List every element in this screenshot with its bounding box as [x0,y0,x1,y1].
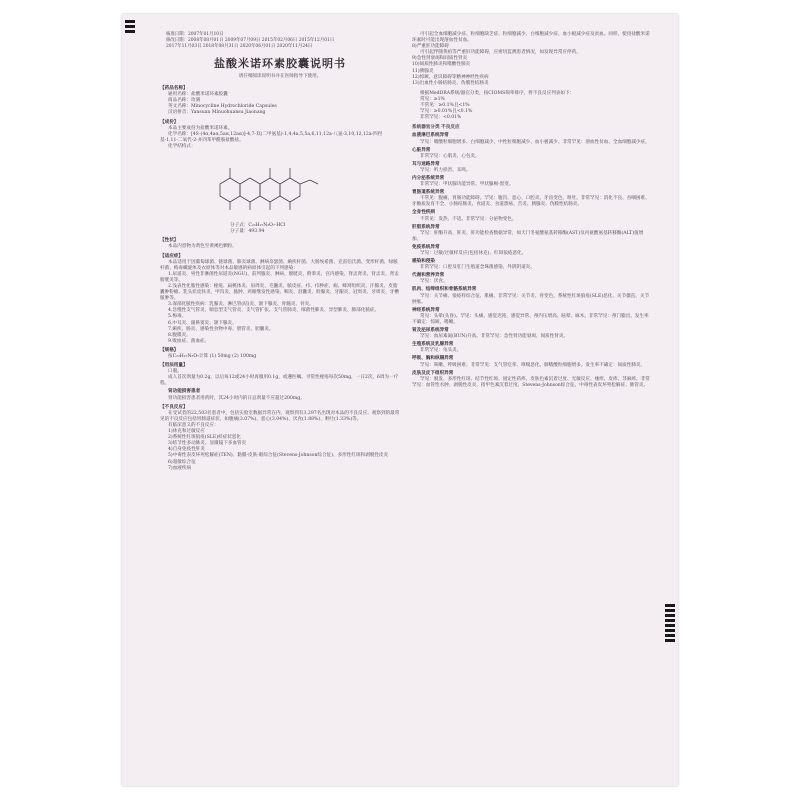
composition-line: 化学名称：[4S-(4α,4aα,5aα,12aα)]-4,7-双(二甲氨基)-1,4,4a,5,5a,6,11,12a-八氢-3,10,12,12a-四羟基-1,11-二氧代-2-并四苯甲酰胺盐酸盐。 [160,131,383,143]
molecular-weight: 分子量：493.94 [230,229,265,235]
system-text: 罕见：血尿素氮(BUN)升高。非常罕见：急性肾功能衰竭、间质性肾炎。 [420,334,569,340]
composition-line: 化学结构式： [168,143,196,149]
frequency-line: 不常见：≥0.1%且<1% [420,103,470,109]
usage-line: 成人首次剂量为0.2g，以后每12或24小时再服用0.1g，或遵医嘱。寻常性痤疮每次50mg，一日2次，6周为一疗程。 [160,375,399,387]
indication-line: 8.腹膜炎。 [168,332,191,338]
system-name: 免疫系统异常 [412,244,440,250]
section-indication-heading: 【适应症】 [160,253,183,259]
system-text: 罕见：听力损害、耳鸣。 [420,167,471,173]
indication-line: 7.痢疾、肠炎、感染性食物中毒、胆管炎、胆囊炎。 [168,326,274,332]
adverse-line: 5)中毒性表皮坏死松解症(TEN)、黏膜-皮肤-眼综合征(Stevens-Johnson综合征)、多形性红斑和剥脱性皮炎 [168,453,389,459]
frequency-line: 常见：≥1% [420,96,445,102]
system-text: 罕见：咳嗽、呼吸困难。非常罕见：支气管痉挛、哮喘恶化、肺嗜酸粒细胞增多。发生率不确定：间质性肺炎。 [420,362,646,368]
date-line: 核准日期：2007年01月10日 [166,32,224,37]
date-line: 修改日期：2008年08月01日 2009年07月09日 2015年02月06日 2015年12月01日 [166,38,335,43]
system-text: 罕见：嗜酸粒细胞增多、白细胞减少、中性粒细胞减少、血小板减少。非常罕见：溶血性贫血、全血细胞减少症。 [420,139,650,145]
indication-line: 5.梅毒。 [168,314,187,320]
system-text: 非常罕见：心肌炎、心包炎。 [420,153,480,159]
system-name: 肝胆系统异常 [412,224,440,230]
system-name: 全身性疾病 [412,210,435,216]
composition-line: 本品主要成份为盐酸米诺环素。 [168,125,233,131]
adverse-cont-line: 12)惊厥、意识障碍等精神神经性疾病 [412,74,489,80]
system-text: 罕见：厌食。 [420,279,448,285]
system-text: 常见：头晕(头昏)。罕见：头痛、感觉迟钝、感觉异常、颅内压增高、眩晕、麻木。非常罕见：颅门膨出。发生率不确定：惊厥、嗜睡。 [412,313,649,325]
adverse-line: 3)结节性多动脉炎、显微镜下多血管炎 [168,441,247,447]
adverse-cont-line: 10)间质性肺炎和嗜酸性肺炎 [412,62,471,68]
usage-line: 肾功能损害患者用药时，其24小时内的日总剂量不应超过200mg。 [168,395,305,401]
adverse-line: 有临床意义的不良反应： [168,422,219,428]
system-name: 感染和侵染 [412,259,435,265]
adverse-line: 2)系统性红斑狼疮(SLE)样症状恶化 [168,435,241,441]
adverse-line: 7)血液疾病 [168,465,192,471]
system-text: 罕见：过敏/过敏样反应(包括休克)、红斑狼疮恶化。 [420,251,527,256]
frequency-line: 非常罕见：<0.01% [420,115,462,121]
indication-line: 本品适用于因葡萄球菌、链球菌、肺炎球菌、淋病奈瑟菌、痢疾杆菌、大肠埃希菌、克雷伯氏菌、变形杆菌、绿脓杆菌、梅毒螺旋体及衣原体等对本品敏感的病原体引起的下列感染： [160,259,398,271]
instruction-sheet [122,14,678,786]
name-line: 通用名称：盐酸米诺环素胶囊 [168,92,228,98]
system-text: 非常罕见：口腔及肛门生殖道念珠菌感染、外阴阴道炎。 [420,265,535,271]
adverse-cont-line: 可引起伴随黄疸等严重肝功能障碍，应密切监测患者情况，如发现异常应停药。 [420,50,581,56]
edge-barcode-right [665,604,675,644]
frequency-line: 罕见：≥0.01%且<0.1% [420,109,473,115]
system-name: 皮肤及皮下组织异常 [412,370,454,376]
adverse-cont-line: 8)严重肝功能障碍 [412,44,449,50]
system-name: 代谢和营养异常 [412,273,445,279]
left-column [160,32,400,472]
adverse-line: 6)超敏综合征 [168,459,196,465]
indication-line: 4.急慢性支气管炎、喘息型支气管炎、支气管扩张、支气管肺炎、细菌性肺炎、异型肺炎、肺部化脓症。 [168,308,380,314]
chemical-structure-figure [210,154,330,216]
revision-dates [160,32,400,50]
system-name: 肾及泌尿系统异常 [412,328,449,334]
name-line: 汉语拼音：Yansuan Minuohuansu Jiaonang [168,110,266,116]
adverse-line: 1)休克和过敏反应 [168,429,205,435]
adverse-cont-line: 可引起全血细胞减少症、粒细胞缺乏症、粒细胞减少、白细胞减少症、血小板减少症及贫血。同样，使用盐酸米诺环素时可能出现溶血性贫血。 [412,32,650,44]
document-title: 盐酸米诺环素胶囊说明书 [214,57,346,70]
system-name: 耳与迷路异常 [412,161,440,167]
section-spec-heading: 【规格】 [160,347,179,353]
system-text: 不常见：发热、不适。非常罕见：分泌物变色。 [420,216,517,222]
system-name: 神经系统异常 [412,307,440,313]
spec-text: 按C₂₃H₂₇N₃O₇计算 (1) 50mg (2) 100mg [168,354,257,359]
system-name: 胃肠道系统异常 [412,190,445,196]
reading-note: 请仔细阅读说明书并在医师指导下使用。 [238,74,322,79]
section-name-heading: 【药品名称】 [160,86,188,92]
system-text: 非常罕见：龟头炎。 [420,348,462,354]
indication-line: 1.尿道炎、男性非淋菌性尿道炎(NGU)、前列腺炎、淋病、膀胱炎、附睾炎、宫内感染、肾盂肾炎、肾盂炎、肾盂膀胱炎等。 [160,271,399,283]
indication-line: 9.败血症、菌血症。 [168,338,210,344]
system-table-header: 系统器官分类 不良反应 [412,125,460,131]
section-adverse-heading: 【不良反应】 [160,404,188,410]
usage-subheading: 肾功能损害患者 [168,389,201,395]
adverse-line: 在受试者的22,503名患者中，包括实验室数据异常在内，观察到有3,297名出现对本品的不良反应。观察到的最常见的不良反应包括胃肠道症状，如腹痛(3.07%)、恶心(3.04%)、厌食(1.88%)、呕吐(1.33%)等。 [160,410,400,422]
usage-line: 口服。 [168,369,182,375]
indication-line: 6.中耳炎、副鼻窦炎、颌下腺炎。 [168,320,237,326]
system-name: 心脏异常 [412,147,431,153]
name-line: 商品名称：玫满 [168,98,201,104]
section-character-heading: 【性状】 [160,238,179,244]
system-name: 内分泌系统异常 [412,175,445,181]
section-composition-heading: 【成份】 [160,119,179,125]
system-text: 不常见：腹痛、胃肠功能障碍。罕见：腹泻、恶心、口腔炎、牙齿变色、呕吐。非常罕见：消化不良、吞咽困难、牙釉质发育不全、小肠结肠炎、食道炎、食道溃疡、舌炎、胰腺炎、伪膜性结肠炎。 [412,196,650,208]
system-text: 罕见：关节痛、狼疮样综合征、肌痛。非常罕见：关节炎、骨变色、系统性红斑狼疮(SLE)恶化、关节僵直、关节肿胀。 [412,293,650,305]
adverse-cont-line: 11)胰腺炎 [412,68,434,74]
adverse-cont-line: 9)急性肾衰竭和间质性肾炎 [412,56,468,62]
indication-line: 3.深部化脓性疾病：乳腺炎、淋巴管(结)炎、颌下腺炎、骨髓炎、骨炎。 [168,302,314,308]
edge-barcode-top-left [125,20,135,35]
indication-line: 2.浅表性化脓性感染：痤疮、扁桃体炎、肩周炎、毛囊炎、脓皮症、疖、疖肿症、痈、蜂窝组织炎、汗腺炎、皮脂囊肿粉瘤、乳头状皮肤炎、甲沟炎、脓肿、鸡眼继发性感染、咽炎、泪囊炎、睑腺炎、牙龈炎、冠周炎、牙周炎、牙槽脓肿等。 [160,283,399,302]
date-line: 2017年11月03日 2018年08月31日 2020年06月01日 2020年11月24日 [166,44,313,49]
system-text: 非常罕见：甲状腺功能异常、甲状腺褐-黑变。 [420,182,514,188]
name-line: 英文名称：Minocycline Hydrochloride Capsules [168,104,277,110]
frequency-intro: 根据MedDRA系统/器官分类，按CIOMS频率排序，将不良反应列表如下： [420,90,575,96]
molecular-formula: 分子式：C₂₃H₂₇N₃O₇·HCl [230,223,286,229]
system-name: 生殖系统及乳腺异常 [412,342,454,348]
right-column [412,32,652,389]
system-text: 罕见：脱发、多形性红斑、结节性红斑、固定性药疹、皮肤色素沉着过度、光敏反应、瘙痒、皮疹、荨麻疹。非常罕见：血管性水肿、剥脱性皮炎、指甲色素沉着过度、Stevens-Johnson综合征、中毒性表皮坏死松解症、脉管炎。 [412,376,650,388]
system-name: 肌肉、结缔组织和骨骼系统异常 [412,287,477,293]
system-name: 呼吸、胸和纵隔异常 [412,356,454,362]
character-text: 本品内容物为黄色至黄褐色颗粒。 [168,244,237,250]
section-usage-heading: 【用法用量】 [160,363,188,369]
system-name: 血液淋巴系统异常 [412,133,449,139]
adverse-line: 4)自身免疫性肝炎 [168,447,205,453]
system-text: 罕见：肝酶升高、肝炎、肝功能检查数据异常，如天门冬氨酸氨基转移酶(AST)及丙氨酸氨基转移酶(ALT)值增加。 [412,230,644,242]
adverse-cont-line: 13)出血性小肠结肠炎、伪膜性结肠炎 [412,80,489,86]
